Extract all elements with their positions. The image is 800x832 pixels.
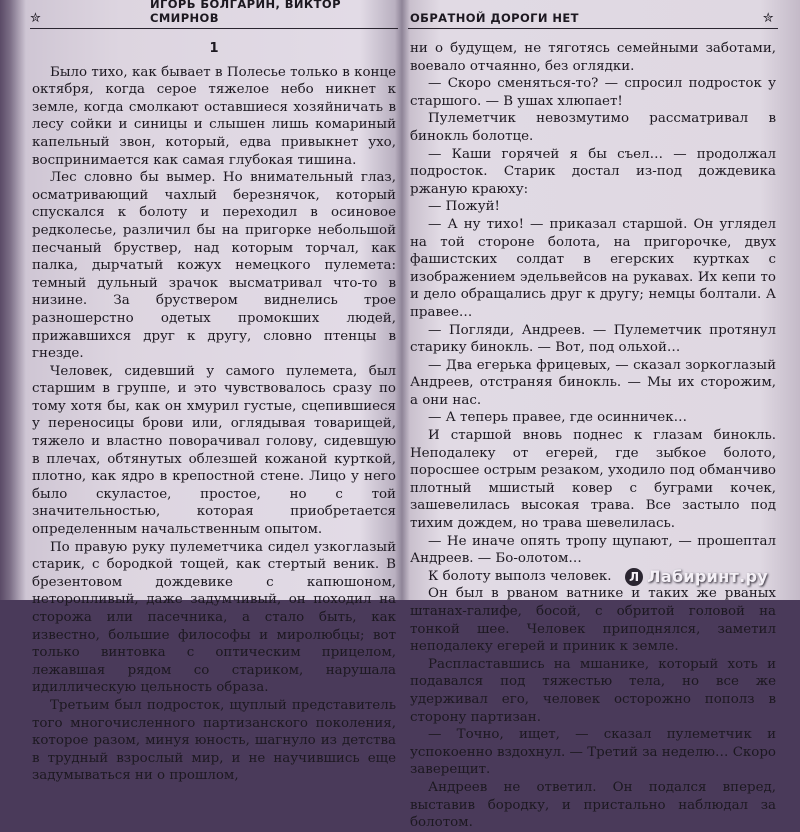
paragraph: — Два егерька фрицевых, — сказал зоркоглазый Андреев, отстраняя бинокль. — Мы их сторожим, а они нас. [410, 357, 776, 408]
paragraph: Человек, сидевший у самого пулемета, был старшим в группе, и это чувствовалось сразу по тому хотя бы, как он хмурил густые, сцепившиеся у переносицы брови или, оглядывая товарищей, тяжело и властно поворачивал голову, сидевшую в плечах, обтянутых облезшей кожаной курткой, плотно, как ядро в крепостной стене. Лицо у него было скуластое, простое, но с той значительностью, которая приобретается определенным начальственным опытом. [32, 363, 396, 538]
watermark [625, 567, 768, 587]
right-page-text [410, 40, 776, 832]
paragraph: По правую руку пулеметчика сидел узкоглазый старик, с бородкой тощей, как стертый веник. В брезентовом дождевике с капюшоном, неторопливый, даже задумчивый, он походил на сторожа или пасечника, а стало быть, как известно, большие философы и миролюбцы; вот только винтовка с оптическим прицелом, лежавшая рядом со стариком, нарушала идиллическую цельность образа. [32, 539, 396, 696]
paragraph: — А теперь правее, где осинничек… [428, 410, 687, 426]
paragraph: Распластавшись на мшанике, который хоть и подавался под тяжестью тела, но все же удерживал его, человек осторожно пополз в сторону партизан. [410, 656, 776, 725]
paragraph: Было тихо, как бывает в Полесье только в конце октября, когда серое тяжелое небо никнет к земле, когда смолкают оставшиеся хозяйничать в лесу сойки и синицы и слышен лишь комариный капельный звон, который, едва привыкнет ухо, воспринимается как самая глубокая тишина. [32, 64, 396, 168]
watermark-text: Лабиринт.ру [647, 566, 768, 586]
paragraph: — Погляди, Андреев. — Пулеметчик протянул старику бинокль. — Вот, под ольхой… [410, 322, 776, 356]
left-running-head-text: ИГОРЬ БОЛГАРИН, ВИКТОР СМИРНОВ [150, 0, 341, 25]
paragraph: Лес словно бы вымер. Но внимательный глаз, осматривающий чахлый березнячок, который спускался к болоту и переходил в осиновое редколесье, различил бы на пригорке небольшой песчаный бруствер, над которым торчал, как палка, дырчатый кожух немецкого пулемета: темный дульный зрачок высматривал что-то в низине. За бруствером виднелись трое разношерстно одетых промокших людей, прижавшихся друг к другу, словно птенцы в гнезде. [32, 170, 396, 362]
labirint-logo-icon: Л [625, 568, 643, 586]
paragraph: — Скоро сменяться-то? — спросил подросток у старшого. — В ушах хлюпает! [410, 76, 776, 109]
paragraph: — Не иначе опять тропу щупают, — прошептал Андреев. — Бо-олотом… [410, 533, 776, 567]
paragraph: — Точно, ищет, — сказал пулеметчик и успокоенно вздохнул. — Третий за неделю… Скоро заверещит. [410, 727, 776, 778]
paragraph: ни о будущем, не тяготясь семейными заботами, воевало отчаянно, без оглядки. [410, 41, 776, 74]
paragraph: Пулеметчик невозмутимо рассматривал в бинокль болотце. [410, 111, 776, 144]
right-page [408, 0, 778, 831]
right-running-head [408, 6, 778, 29]
paragraph: Андреев не ответил. Он подался вперед, выставив бородку, и пристально наблюдал за болотом. [410, 779, 776, 831]
paragraph: И старшой вновь поднес к глазам бинокль. Неподалеку от егерей, где зыбкое болото, поросшее острым резаком, уходило под обманчиво плотный мшистый ковер с буграми кочек, зашевелилась высокая трава. Все застыло под тихим дождем, но трава шевелилась. [410, 428, 776, 532]
paragraph: — А ну тихо! — приказал старшой. Он углядел на той стороне болота, на пригорочке, двух фашистских солдат в егерских куртках с изображением эдельвейсов на рукавах. Их кепи то и дело обращались друг к другу; немцы болтали. А правее… [410, 216, 776, 320]
star-icon: ✮ [762, 11, 774, 26]
right-running-head-text: ОБРАТНОЙ ДОРОГИ НЕТ [410, 11, 579, 25]
left-page-text [32, 40, 396, 785]
paragraph: — Каши горячей я бы съел… — продолжал подросток. Старик достал из-под дождевика ржаную краюху: [410, 146, 776, 197]
left-page [30, 0, 398, 784]
chapter-number: 1 [209, 41, 219, 56]
paragraph: Третьим был подросток, щуплый представитель того многочисленного партизанского поколения, которое разом, минуя юность, шагнуло из детства в трудный взрослый мир, и не научившись еще задумываться ни о прошлом, [32, 697, 396, 784]
paragraph: — Пожуй! [428, 199, 500, 215]
star-icon: ✮ [30, 11, 42, 26]
paragraph: Он был в рваном ватнике и таких же рваных штанах-галифе, босой, с обритой головой на тонкой шее. Человек приподнялся, заметил неподалеку егерей и приник к земле. [410, 586, 776, 655]
paragraph: К болоту выполз человек. [428, 568, 612, 584]
left-running-head [30, 0, 398, 29]
